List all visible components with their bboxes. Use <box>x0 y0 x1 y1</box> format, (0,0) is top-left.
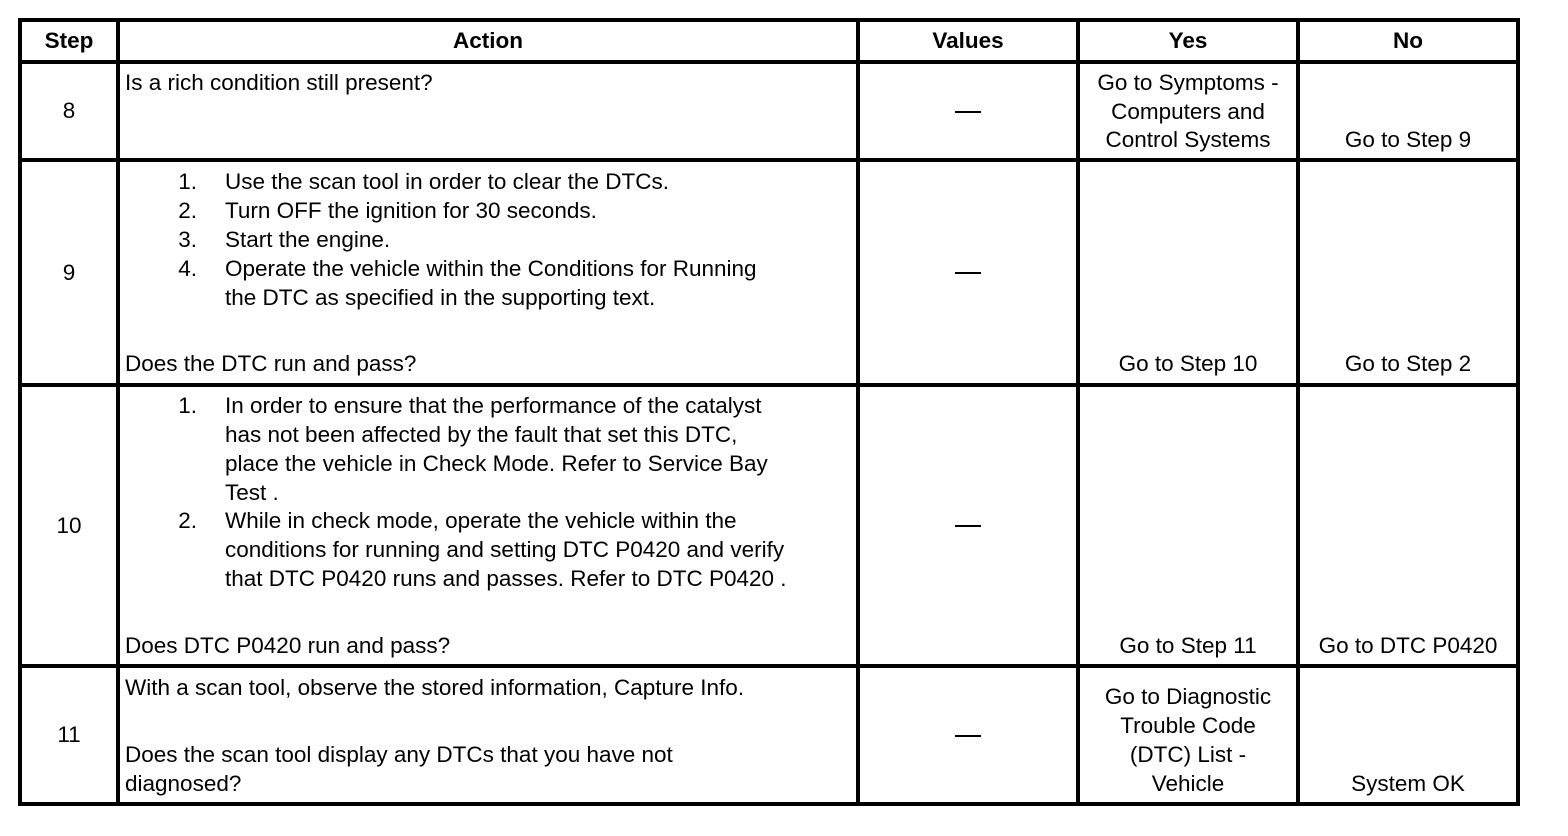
list-text: Use the scan tool in order to clear the DTCs. <box>225 169 669 194</box>
list-text: Turn OFF the ignition for 30 seconds. <box>225 198 597 223</box>
list-text: Operate the vehicle within the Conditions for Running <box>225 256 757 281</box>
header-action: Action <box>453 28 523 53</box>
action-question: diagnosed? <box>125 771 242 796</box>
list-text: the DTC as specified in the supporting text. <box>225 285 656 310</box>
list-text: While in check mode, operate the vehicle within the <box>225 508 737 533</box>
no-line: Go to Step 9 <box>1344 127 1472 152</box>
yes-line: Trouble Code <box>1120 713 1256 738</box>
step-number: 10 <box>56 513 82 538</box>
yes-line: Computers and <box>1111 99 1265 124</box>
values-dash <box>955 525 981 527</box>
values-dash <box>955 272 981 274</box>
yes-line: Go to Step 11 <box>1119 633 1257 658</box>
header-values: Values <box>932 28 1004 53</box>
header-step: Step <box>44 28 94 53</box>
action-question: Does DTC P0420 run and pass? <box>125 633 451 658</box>
list-text: conditions for running and setting DTC P0420 and verify <box>225 537 785 562</box>
yes-line: Go to Step 10 <box>1118 351 1258 376</box>
yes-line: Go to Diagnostic <box>1104 684 1272 709</box>
no-line: Go to DTC P0420 <box>1318 633 1498 658</box>
list-number: 1. <box>178 169 197 194</box>
table-border-top <box>18 18 1520 22</box>
action-question: Does the DTC run and pass? <box>125 351 417 376</box>
values-dash <box>955 111 981 113</box>
column-divider <box>116 18 120 806</box>
action-intro: With a scan tool, observe the stored information, Capture Info. <box>125 675 745 700</box>
yes-line: (DTC) List - <box>1129 742 1247 767</box>
yes-line: Control Systems <box>1105 127 1271 152</box>
column-divider <box>856 18 860 806</box>
no-line: System OK <box>1351 771 1465 796</box>
list-number: 3. <box>178 227 197 252</box>
no-line: Go to Step 2 <box>1344 351 1472 376</box>
table-border-right <box>1516 18 1520 806</box>
row-divider <box>18 158 1520 162</box>
list-number: 4. <box>178 256 197 281</box>
step-number: 9 <box>62 260 76 285</box>
list-text: Test . <box>225 480 279 505</box>
yes-line: Vehicle <box>1151 771 1225 796</box>
header-no: No <box>1393 28 1423 53</box>
step-number: 11 <box>57 722 81 747</box>
row-divider <box>18 664 1520 668</box>
step-number: 8 <box>62 98 76 123</box>
diagnostic-table <box>18 18 1520 806</box>
list-number: 1. <box>178 393 197 418</box>
yes-line: Go to Symptoms - <box>1097 70 1279 95</box>
action-question: Does the scan tool display any DTCs that you have not <box>125 742 673 767</box>
list-text: place the vehicle in Check Mode. Refer to Service Bay <box>225 451 768 476</box>
table-border-bottom <box>18 802 1520 806</box>
list-text: Start the engine. <box>225 227 391 252</box>
list-text: that DTC P0420 runs and passes. Refer to DTC P0420 . <box>225 566 787 591</box>
list-text: has not been affected by the fault that set this DTC, <box>225 422 738 447</box>
action-question: Is a rich condition still present? <box>125 70 433 95</box>
list-number: 2. <box>178 508 197 533</box>
header-yes: Yes <box>1168 28 1208 53</box>
values-dash <box>955 735 981 737</box>
list-number: 2. <box>178 198 197 223</box>
row-divider <box>18 383 1520 387</box>
header-divider <box>18 60 1520 64</box>
table-border-left <box>18 18 22 806</box>
list-text: In order to ensure that the performance of the catalyst <box>225 393 762 418</box>
